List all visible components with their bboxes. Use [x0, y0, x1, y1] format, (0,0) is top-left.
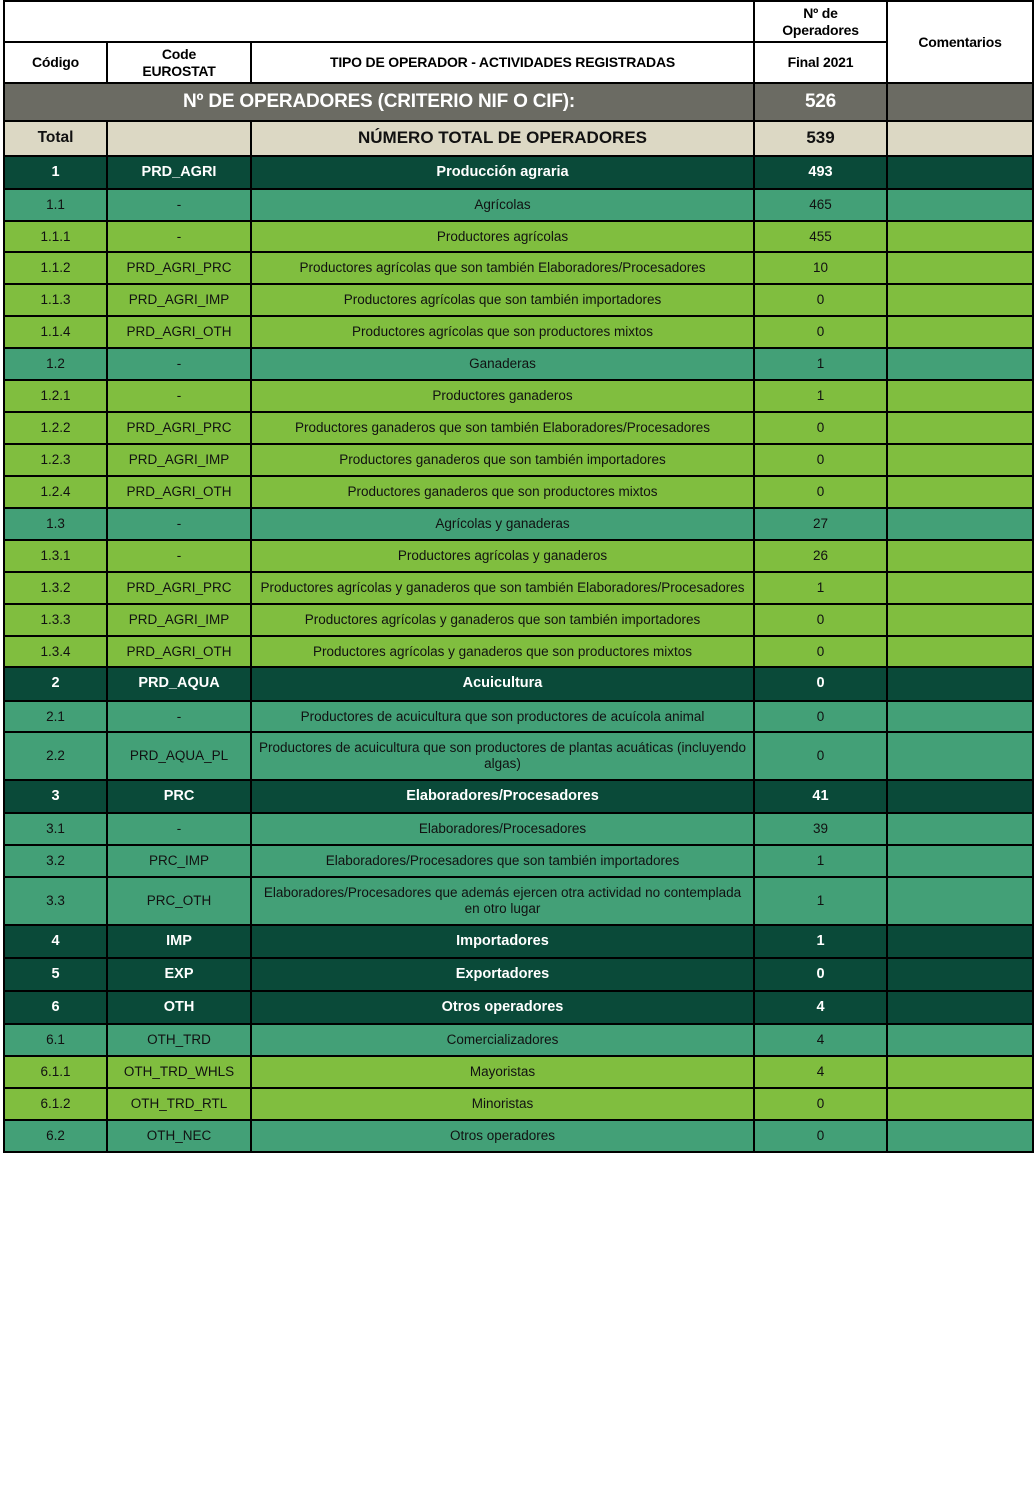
cell-comentarios[interactable] — [887, 636, 1033, 668]
cell-comentarios[interactable] — [887, 991, 1033, 1024]
cell-code-eurostat: OTH_TRD_RTL — [107, 1088, 251, 1120]
cell-code-eurostat: PRD_AQUA — [107, 667, 251, 700]
cell-num-operadores: 0 — [754, 1120, 887, 1152]
cell-codigo: 6.1.2 — [4, 1088, 107, 1120]
cell-num-operadores: 1 — [754, 925, 887, 958]
cell-code-eurostat: PRD_AGRI_IMP — [107, 444, 251, 476]
cell-code-eurostat: PRD_AGRI — [107, 156, 251, 189]
cell-codigo: 1.3.3 — [4, 604, 107, 636]
cell-num-operadores: 0 — [754, 636, 887, 668]
cell-comentarios[interactable] — [887, 1088, 1033, 1120]
cell-tipo-operador: Productores agrícolas — [251, 221, 754, 253]
cell-comentarios[interactable] — [887, 877, 1033, 925]
cell-num-operadores: 0 — [754, 667, 887, 700]
header-spacer — [4, 1, 754, 42]
cell-comentarios[interactable] — [887, 732, 1033, 780]
cell-tipo-operador: Productores de acuicultura que son productores de acuícola animal — [251, 701, 754, 733]
cell-num-operadores: 0 — [754, 316, 887, 348]
cell-num-operadores: 0 — [754, 412, 887, 444]
cell-codigo: 2.2 — [4, 732, 107, 780]
cell-codigo: 3.3 — [4, 877, 107, 925]
cell-num-operadores: 455 — [754, 221, 887, 253]
cell-codigo: 3.2 — [4, 845, 107, 877]
table-row — [4, 1024, 1033, 1056]
header-row-bottom — [4, 42, 1033, 83]
cell-tipo-operador: Exportadores — [251, 958, 754, 991]
summary-nif-label: Nº DE OPERADORES (CRITERIO NIF O CIF): — [4, 83, 754, 121]
cell-comentarios[interactable] — [887, 845, 1033, 877]
cell-codigo: 1.1.4 — [4, 316, 107, 348]
cell-num-operadores: 0 — [754, 1088, 887, 1120]
cell-num-operadores: 1 — [754, 845, 887, 877]
cell-codigo: 1.2.4 — [4, 476, 107, 508]
cell-code-eurostat: - — [107, 813, 251, 845]
cell-tipo-operador: Productores agrícolas y ganaderos — [251, 540, 754, 572]
table-row — [4, 1056, 1033, 1088]
cell-code-eurostat: PRD_AQUA_PL — [107, 732, 251, 780]
cell-comentarios[interactable] — [887, 780, 1033, 813]
header-row-top — [4, 1, 1033, 42]
cell-codigo: 1.1.3 — [4, 284, 107, 316]
header-codigo: Código — [4, 42, 107, 83]
summary-total-comment[interactable] — [887, 121, 1033, 155]
cell-tipo-operador: Producción agraria — [251, 156, 754, 189]
table-row — [4, 316, 1033, 348]
cell-codigo: 3 — [4, 780, 107, 813]
cell-num-operadores: 0 — [754, 604, 887, 636]
cell-code-eurostat: - — [107, 508, 251, 540]
table-row — [4, 156, 1033, 189]
table-row — [4, 380, 1033, 412]
cell-num-operadores: 39 — [754, 813, 887, 845]
summary-row-nif — [4, 83, 1033, 121]
header-eurostat-line1: Code — [161, 46, 197, 63]
cell-tipo-operador: Elaboradores/Procesadores que son también importadores — [251, 845, 754, 877]
cell-code-eurostat: - — [107, 540, 251, 572]
cell-tipo-operador: Productores de acuicultura que son productores de plantas acuáticas (incluyendo algas) — [251, 732, 754, 780]
cell-tipo-operador: Elaboradores/Procesadores que además ejercen otra actividad no contemplada en otro lugar — [251, 877, 754, 925]
cell-code-eurostat: OTH — [107, 991, 251, 1024]
table-row — [4, 444, 1033, 476]
table-row — [4, 252, 1033, 284]
cell-code-eurostat: PRD_AGRI_PRC — [107, 412, 251, 444]
cell-num-operadores: 1 — [754, 877, 887, 925]
cell-num-operadores: 0 — [754, 701, 887, 733]
cell-num-operadores: 4 — [754, 991, 887, 1024]
cell-comentarios[interactable] — [887, 701, 1033, 733]
table-row — [4, 221, 1033, 253]
cell-tipo-operador: Productores ganaderos — [251, 380, 754, 412]
cell-tipo-operador: Ganaderas — [251, 348, 754, 380]
cell-tipo-operador: Productores agrícolas y ganaderos que son también Elaboradores/Procesadores — [251, 572, 754, 604]
cell-code-eurostat: PRC_OTH — [107, 877, 251, 925]
cell-codigo: 1.1 — [4, 189, 107, 221]
cell-comentarios[interactable] — [887, 189, 1033, 221]
cell-comentarios[interactable] — [887, 925, 1033, 958]
cell-tipo-operador: Mayoristas — [251, 1056, 754, 1088]
cell-num-operadores: 10 — [754, 252, 887, 284]
header-final-2021: Final 2021 — [754, 42, 887, 83]
cell-code-eurostat: PRD_AGRI_OTH — [107, 636, 251, 668]
cell-code-eurostat: OTH_NEC — [107, 1120, 251, 1152]
cell-code-eurostat: PRC — [107, 780, 251, 813]
cell-code-eurostat: - — [107, 701, 251, 733]
table-row — [4, 958, 1033, 991]
summary-nif-comment[interactable] — [887, 83, 1033, 121]
summary-total-value: 539 — [754, 121, 887, 155]
cell-code-eurostat: PRD_AGRI_IMP — [107, 284, 251, 316]
cell-codigo: 4 — [4, 925, 107, 958]
summary-total-eurostat — [107, 121, 251, 155]
cell-code-eurostat: EXP — [107, 958, 251, 991]
cell-codigo: 1.2 — [4, 348, 107, 380]
cell-tipo-operador: Productores agrícolas que son productores mixtos — [251, 316, 754, 348]
cell-comentarios[interactable] — [887, 1120, 1033, 1152]
cell-codigo: 1.1.1 — [4, 221, 107, 253]
table-row — [4, 732, 1033, 780]
table-body — [4, 1, 1033, 1152]
cell-tipo-operador: Importadores — [251, 925, 754, 958]
cell-code-eurostat: PRD_AGRI_PRC — [107, 572, 251, 604]
cell-comentarios[interactable] — [887, 572, 1033, 604]
cell-comentarios[interactable] — [887, 380, 1033, 412]
header-num-line2: Operadores — [782, 21, 859, 38]
table-row — [4, 813, 1033, 845]
header-eurostat-line2: EUROSTAT — [142, 62, 216, 79]
cell-code-eurostat: OTH_TRD — [107, 1024, 251, 1056]
cell-num-operadores: 1 — [754, 348, 887, 380]
table-row — [4, 667, 1033, 700]
cell-codigo: 6.1 — [4, 1024, 107, 1056]
cell-code-eurostat: PRD_AGRI_PRC — [107, 252, 251, 284]
header-num-operadores — [754, 1, 887, 42]
cell-comentarios[interactable] — [887, 316, 1033, 348]
table-row — [4, 877, 1033, 925]
cell-comentarios[interactable] — [887, 1024, 1033, 1056]
table-row — [4, 1088, 1033, 1120]
cell-codigo: 1.3.1 — [4, 540, 107, 572]
cell-num-operadores: 0 — [754, 284, 887, 316]
summary-total-label: NÚMERO TOTAL DE OPERADORES — [251, 121, 754, 155]
cell-tipo-operador: Minoristas — [251, 1088, 754, 1120]
cell-codigo: 6 — [4, 991, 107, 1024]
table-row — [4, 925, 1033, 958]
cell-tipo-operador: Productores ganaderos que son también importadores — [251, 444, 754, 476]
cell-tipo-operador: Elaboradores/Procesadores — [251, 813, 754, 845]
table-row — [4, 540, 1033, 572]
cell-code-eurostat: OTH_TRD_WHLS — [107, 1056, 251, 1088]
table-row — [4, 189, 1033, 221]
cell-num-operadores: 1 — [754, 572, 887, 604]
header-code-eurostat — [107, 42, 251, 83]
cell-tipo-operador: Productores ganaderos que son también Elaboradores/Procesadores — [251, 412, 754, 444]
cell-tipo-operador: Productores agrícolas y ganaderos que son productores mixtos — [251, 636, 754, 668]
cell-codigo: 3.1 — [4, 813, 107, 845]
table-row — [4, 284, 1033, 316]
cell-tipo-operador: Comercializadores — [251, 1024, 754, 1056]
cell-code-eurostat: PRD_AGRI_OTH — [107, 476, 251, 508]
cell-code-eurostat: PRD_AGRI_IMP — [107, 604, 251, 636]
cell-codigo: 1.3 — [4, 508, 107, 540]
cell-num-operadores: 465 — [754, 189, 887, 221]
cell-comentarios[interactable] — [887, 348, 1033, 380]
cell-code-eurostat: - — [107, 221, 251, 253]
cell-codigo: 6.1.1 — [4, 1056, 107, 1088]
cell-code-eurostat: PRC_IMP — [107, 845, 251, 877]
table-row — [4, 572, 1033, 604]
table-row — [4, 636, 1033, 668]
cell-num-operadores: 0 — [754, 958, 887, 991]
cell-codigo: 1 — [4, 156, 107, 189]
cell-codigo: 5 — [4, 958, 107, 991]
table-row — [4, 780, 1033, 813]
summary-nif-value: 526 — [754, 83, 887, 121]
cell-num-operadores: 4 — [754, 1056, 887, 1088]
cell-comentarios[interactable] — [887, 813, 1033, 845]
cell-comentarios[interactable] — [887, 508, 1033, 540]
cell-comentarios[interactable] — [887, 444, 1033, 476]
table-row — [4, 1120, 1033, 1152]
table-row — [4, 845, 1033, 877]
cell-code-eurostat: PRD_AGRI_OTH — [107, 316, 251, 348]
table-row — [4, 348, 1033, 380]
cell-num-operadores: 41 — [754, 780, 887, 813]
cell-num-operadores: 0 — [754, 476, 887, 508]
cell-codigo: 1.2.2 — [4, 412, 107, 444]
header-num-line1: Nº de — [803, 5, 838, 21]
cell-tipo-operador: Acuicultura — [251, 667, 754, 700]
cell-codigo: 2 — [4, 667, 107, 700]
cell-codigo: 1.2.3 — [4, 444, 107, 476]
cell-tipo-operador: Agrícolas y ganaderas — [251, 508, 754, 540]
cell-num-operadores: 0 — [754, 444, 887, 476]
cell-comentarios[interactable] — [887, 412, 1033, 444]
cell-num-operadores: 1 — [754, 380, 887, 412]
cell-comentarios[interactable] — [887, 221, 1033, 253]
cell-tipo-operador: Otros operadores — [251, 991, 754, 1024]
table-row — [4, 701, 1033, 733]
cell-codigo: 6.2 — [4, 1120, 107, 1152]
cell-tipo-operador: Agrícolas — [251, 189, 754, 221]
operators-table — [3, 0, 1034, 1153]
cell-code-eurostat: - — [107, 189, 251, 221]
cell-codigo: 1.3.4 — [4, 636, 107, 668]
cell-num-operadores: 493 — [754, 156, 887, 189]
header-comentarios: Comentarios — [887, 1, 1033, 83]
cell-code-eurostat: - — [107, 348, 251, 380]
cell-comentarios[interactable] — [887, 604, 1033, 636]
table-row — [4, 508, 1033, 540]
cell-comentarios[interactable] — [887, 284, 1033, 316]
cell-comentarios[interactable] — [887, 958, 1033, 991]
cell-num-operadores: 4 — [754, 1024, 887, 1056]
cell-codigo: 1.2.1 — [4, 380, 107, 412]
cell-comentarios[interactable] — [887, 540, 1033, 572]
cell-codigo: 2.1 — [4, 701, 107, 733]
table-row — [4, 476, 1033, 508]
cell-tipo-operador: Elaboradores/Procesadores — [251, 780, 754, 813]
cell-num-operadores: 0 — [754, 732, 887, 780]
cell-num-operadores: 26 — [754, 540, 887, 572]
cell-tipo-operador: Productores agrícolas que son también Elaboradores/Procesadores — [251, 252, 754, 284]
cell-comentarios[interactable] — [887, 667, 1033, 700]
table-row — [4, 412, 1033, 444]
cell-code-eurostat: - — [107, 380, 251, 412]
cell-tipo-operador: Productores agrícolas y ganaderos que son también importadores — [251, 604, 754, 636]
cell-tipo-operador: Otros operadores — [251, 1120, 754, 1152]
cell-comentarios[interactable] — [887, 1056, 1033, 1088]
header-tipo-operador: TIPO DE OPERADOR - ACTIVIDADES REGISTRADAS — [251, 42, 754, 83]
summary-row-total — [4, 121, 1033, 155]
cell-comentarios[interactable] — [887, 476, 1033, 508]
summary-total-code: Total — [4, 121, 107, 155]
cell-tipo-operador: Productores ganaderos que son productores mixtos — [251, 476, 754, 508]
table-row — [4, 991, 1033, 1024]
cell-codigo: 1.1.2 — [4, 252, 107, 284]
cell-tipo-operador: Productores agrícolas que son también importadores — [251, 284, 754, 316]
cell-num-operadores: 27 — [754, 508, 887, 540]
cell-comentarios[interactable] — [887, 252, 1033, 284]
cell-comentarios[interactable] — [887, 156, 1033, 189]
cell-codigo: 1.3.2 — [4, 572, 107, 604]
cell-code-eurostat: IMP — [107, 925, 251, 958]
table-row — [4, 604, 1033, 636]
